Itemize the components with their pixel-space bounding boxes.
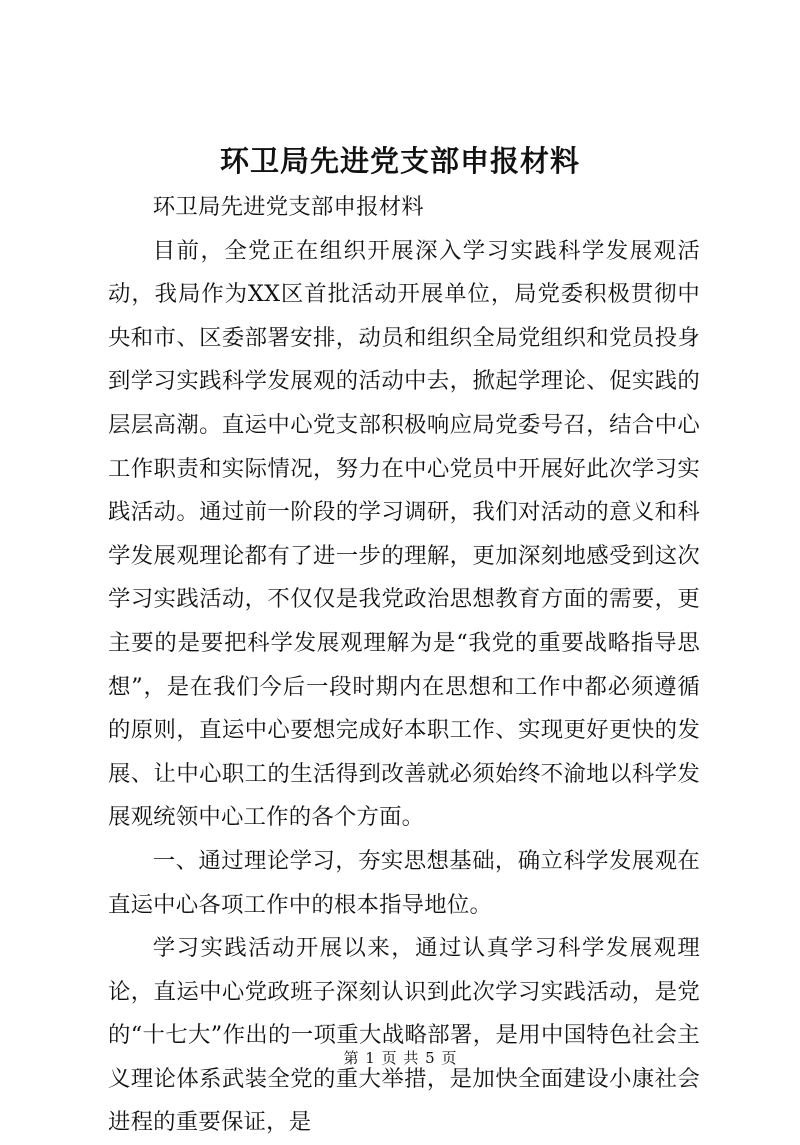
- body-paragraph: 学习实践活动开展以来，通过认真学习科学发展观理论，直运中心党政班子深刻认识到此次学习实践活动，是党的“十七大”作出的一项重大战略部署，是用中国特色社会主义理论体系武装全党的重大举措，是加快全面建设小康社会进程的重要保证，是: [108, 935, 700, 1136]
- body-paragraph: 目前，全党正在组织开展深入学习实践科学发展观活动，我局作为XX区首批活动开展单位，局党委积极贯彻中央和市、区委部署安排，动员和组织全局党组织和党员投身到学习实践科学发展观的活动中去，掀起学理论、促实践的层层高潮。直运中心党支部积极响应局党委号召，结合中心工作职责和实际情况，努力在中心党员中开展好此次学习实践活动。通过前一阶段的学习调研，我们对活动的意义和科学发展观理论都有了进一步的理解，更加深刻地感受到这次学习实践活动，不仅仅是我党政治思想教育方面的需要，更主要的是要把科学发展观理解为是“我党的重要战略指导思想”，是在我们今后一段时期内在思想和工作中都必须遵循的原则，直运中心要想完成好本职工作、实现更好更快的发展、让中心职工的生活得到改善就必须始终不渝地以科学发展观统领中心工作的各个方面。: [108, 237, 700, 831]
- document-title: 环卫局先进党支部申报材料: [219, 144, 580, 178]
- page-footer: 第 1 页 共 5 页: [343, 1049, 457, 1067]
- subtitle-paragraph: 环卫局先进党支部申报材料: [152, 194, 424, 220]
- section-heading-paragraph: 一、通过理论学习，夯实思想基础，确立科学发展观在直运中心各项工作中的根本指导地位。: [108, 847, 700, 918]
- document-body: [108, 186, 700, 1145]
